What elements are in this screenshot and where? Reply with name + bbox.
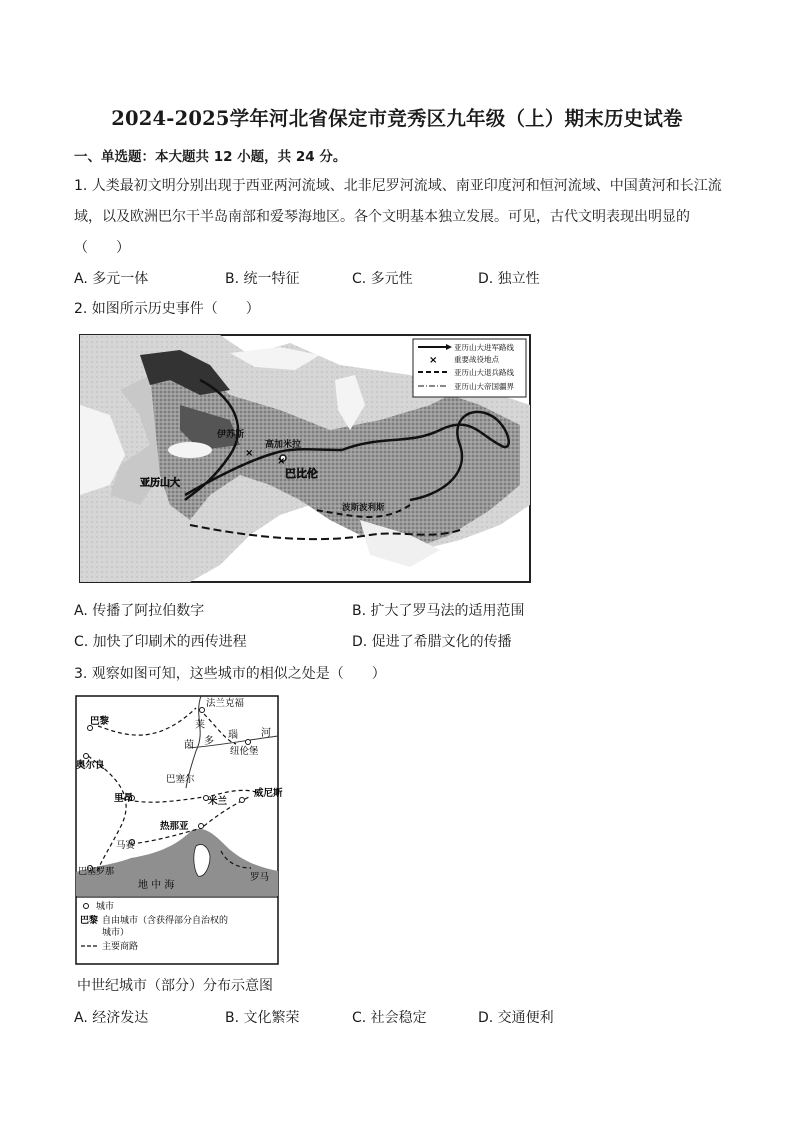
legend-paris-sample: 巴黎 — [80, 916, 99, 926]
river-label-he: 河 — [261, 728, 271, 739]
river-label-nao: 瑙 — [228, 730, 238, 741]
q2-option-c[interactable]: C. 加快了印刷术的西传进程 — [74, 634, 247, 650]
alexander-campaign-map — [80, 335, 530, 582]
label-mediterranean: 地 中 海 — [138, 880, 175, 891]
q1-option-b[interactable]: B. 统一特征 — [225, 271, 300, 287]
q2-option-a[interactable]: A. 传播了阿拉伯数字 — [74, 603, 205, 619]
medieval-cities-map — [76, 696, 283, 964]
legend-free-city: 自由城市（含获得部分自治权的 — [102, 916, 229, 926]
city-marseille: 马赛 — [116, 840, 136, 851]
svg-text:×: × — [429, 355, 438, 366]
city-frankfurt: 法兰克福 — [206, 698, 245, 709]
legend-trade-route: 主要商路 — [102, 942, 139, 952]
q1-stem-line3: （ ） — [74, 240, 130, 256]
q1-stem-line1: 1. 人类最初文明分别出现于西亚两河流域、北非尼罗河流域、南亚印度河和恒河流域、中国黄河和长江流 — [74, 178, 722, 194]
legend-advance-route: 亚历山大进军路线 — [454, 343, 514, 352]
city-genoa: 热那亚 — [160, 821, 189, 832]
legend-city: 城市 — [96, 902, 115, 912]
legend-free-city-cont: 城市） — [102, 928, 130, 938]
legend-retreat-route: 亚历山大退兵路线 — [454, 368, 514, 377]
q1-option-a[interactable]: A. 多元一体 — [74, 271, 149, 287]
city-lyon: 里昂 — [114, 793, 134, 804]
city-paris: 巴黎 — [90, 716, 110, 727]
legend-battle-site: 重要战役地点 — [454, 355, 499, 364]
q3-option-a[interactable]: A. 经济发达 — [74, 1010, 149, 1026]
city-milan: 米兰 — [208, 796, 228, 807]
city-nuremberg: 纽伦堡 — [230, 746, 259, 757]
river-label-yin: 茵 — [184, 740, 194, 751]
legend-empire-border: 亚历山大帝国疆界 — [454, 382, 514, 391]
city-rome: 罗马 — [250, 872, 270, 883]
city-orleans: 奥尔良 — [76, 760, 105, 771]
q2-option-d[interactable]: D. 促进了希腊文化的传播 — [352, 634, 512, 650]
q3-option-d[interactable]: D. 交通便利 — [478, 1010, 554, 1026]
q3-option-b[interactable]: B. 文化繁荣 — [225, 1010, 300, 1026]
q1-stem-line2: 域，以及欧洲巴尔干半岛南部和爱琴海地区。各个文明基本独立发展。可见，古代文明表现出明显的 — [74, 209, 690, 225]
river-label-duo: 多 — [204, 736, 214, 747]
section-heading: 一、单选题：本大题共 12 小题，共 24 分。 — [74, 149, 347, 165]
q3-option-c[interactable]: C. 社会稳定 — [352, 1010, 427, 1026]
page-title: 2024-2025学年河北省保定市竞秀区九年级（上）期末历史试卷 — [111, 107, 683, 130]
label-persepolis: 波斯波利斯 — [342, 503, 385, 513]
q1-option-c[interactable]: C. 多元性 — [352, 271, 413, 287]
label-alexandria: 亚历山大 — [140, 478, 180, 489]
svg-text:×: × — [277, 456, 286, 467]
city-venice: 威尼斯 — [254, 788, 283, 799]
label-babylon: 巴比伦 — [285, 467, 318, 480]
q2-option-b[interactable]: B. 扩大了罗马法的适用范围 — [352, 603, 525, 619]
river-label-lai: 莱 — [195, 720, 205, 731]
svg-text:×: × — [245, 448, 254, 459]
q2-stem: 2. 如图所示历史事件（ ） — [74, 301, 260, 317]
label-basel: 巴塞尔 — [166, 774, 195, 785]
label-gaugamela: 高加米拉 — [265, 440, 302, 450]
city-barcelona: 巴塞罗那 — [78, 867, 115, 877]
label-issus: 伊苏斯 — [217, 430, 245, 440]
q1-option-d[interactable]: D. 独立性 — [478, 271, 540, 287]
q3-figure-caption: 中世纪城市（部分）分布示意图 — [77, 978, 273, 994]
q3-stem: 3. 观察如图可知，这些城市的相似之处是（ ） — [74, 666, 386, 682]
